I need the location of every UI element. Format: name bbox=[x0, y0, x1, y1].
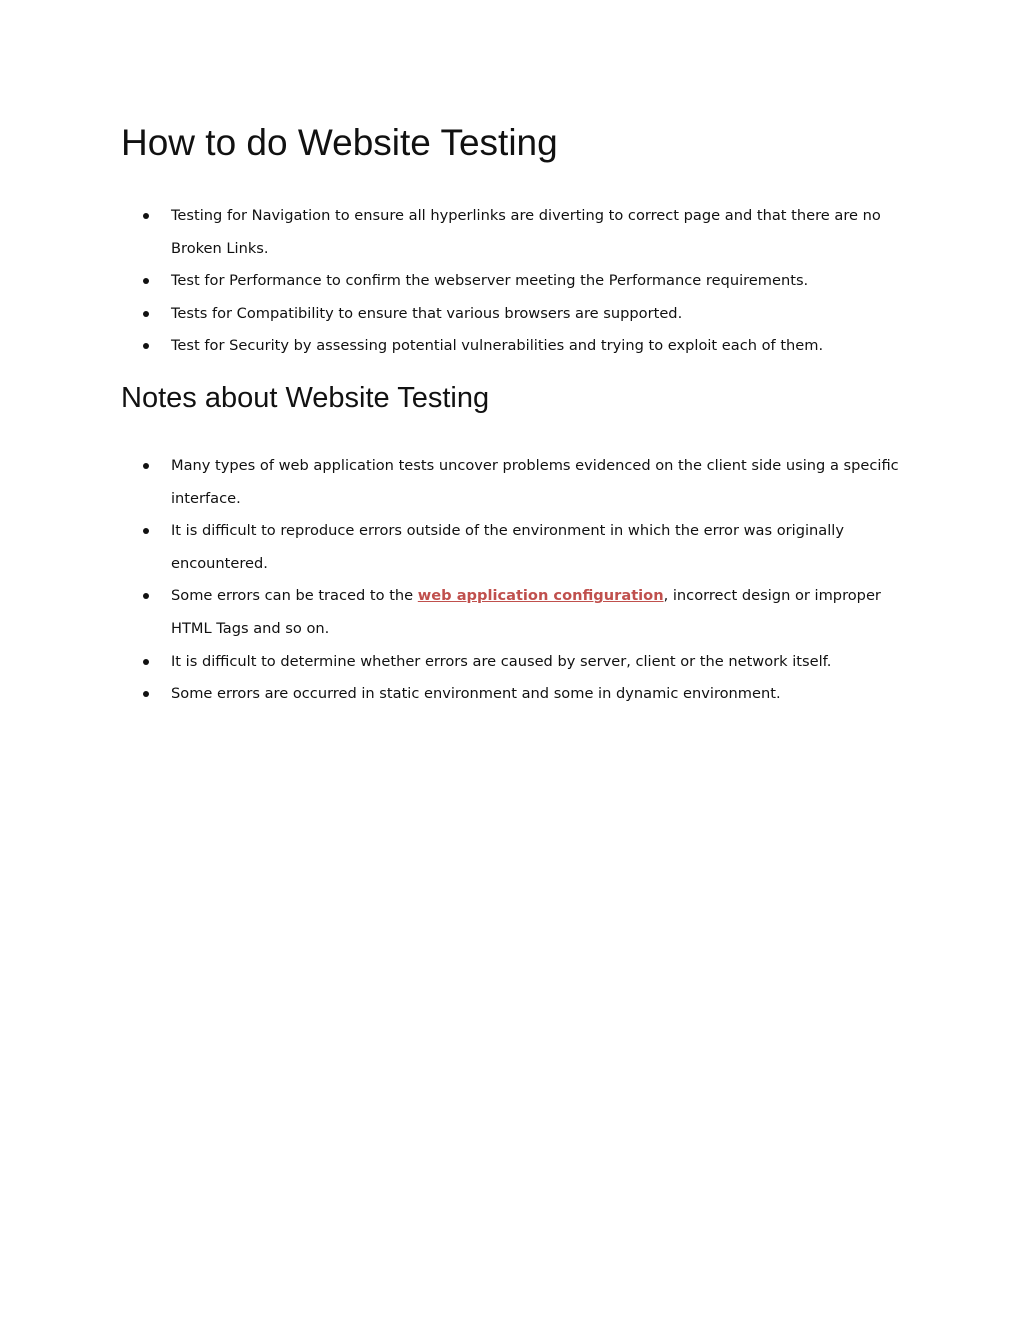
bullet-list-notes bbox=[121, 450, 911, 711]
list-item-text: Tests for Compatibility to ensure that various browsers are supported. bbox=[171, 304, 683, 322]
list-item bbox=[121, 200, 911, 265]
bullet-icon bbox=[143, 593, 149, 599]
bullet-icon bbox=[143, 343, 149, 349]
list-item bbox=[121, 580, 911, 645]
bullet-icon bbox=[143, 691, 149, 697]
bullet-icon bbox=[143, 463, 149, 469]
list-item bbox=[121, 298, 911, 331]
list-item-text: Test for Security by assessing potential vulnerabilities and trying to exploit each of them. bbox=[171, 337, 824, 355]
web-application-configuration-link[interactable]: web application configuration bbox=[417, 587, 664, 605]
bullet-icon bbox=[143, 213, 149, 219]
bullet-list-how-to bbox=[121, 200, 911, 363]
list-item bbox=[121, 265, 911, 298]
list-item-text: It is difficult to reproduce errors outside of the environment in which the error was originally encountered. bbox=[171, 522, 844, 572]
heading-notes: Notes about Website Testing bbox=[121, 382, 490, 414]
list-item-text-after-link: , incorrect design or improper HTML Tags and so on. bbox=[171, 587, 881, 637]
list-item-text: It is difficult to determine whether errors are caused by server, client or the network itself. bbox=[171, 652, 832, 670]
section-notes bbox=[121, 376, 911, 711]
bullet-icon bbox=[143, 278, 149, 284]
bullet-icon bbox=[143, 311, 149, 317]
heading-how-to: How to do Website Testing bbox=[121, 122, 558, 163]
list-item bbox=[121, 646, 911, 679]
list-item-text: Some errors are occurred in static environment and some in dynamic environment. bbox=[171, 685, 781, 703]
list-item-text-before-link: Some errors can be traced to the bbox=[171, 587, 418, 605]
bullet-icon bbox=[143, 659, 149, 665]
list-item-text: Testing for Navigation to ensure all hyperlinks are diverting to correct page and that there are no Broken Links. bbox=[171, 207, 881, 257]
list-item bbox=[121, 450, 911, 515]
list-item-text: Many types of web application tests uncover problems evidenced on the client side using a specific interface. bbox=[171, 457, 899, 507]
list-item-text: Test for Performance to confirm the webserver meeting the Performance requirements. bbox=[171, 272, 809, 290]
section-how-to bbox=[121, 118, 911, 363]
list-item bbox=[121, 678, 911, 711]
bullet-icon bbox=[143, 528, 149, 534]
list-item bbox=[121, 330, 911, 363]
list-item bbox=[121, 515, 911, 580]
